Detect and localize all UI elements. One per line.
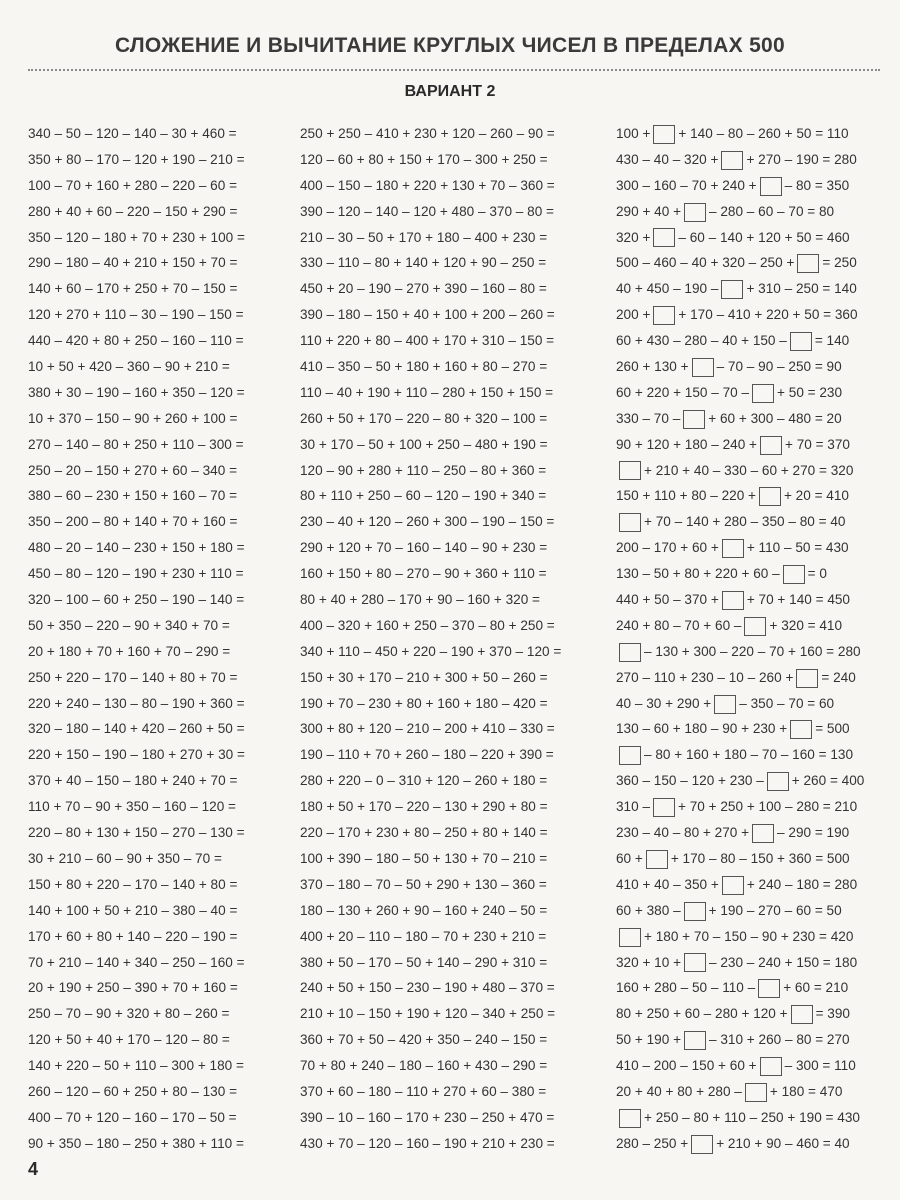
missing-number-row bbox=[616, 639, 884, 665]
expression-row: 250 + 220 – 170 – 140 + 80 + 70 = bbox=[28, 669, 238, 685]
expression-left: 410 + 40 – 350 + bbox=[616, 876, 719, 892]
expression-row: 280 + 220 – 0 – 310 + 120 – 260 + 180 = bbox=[300, 773, 548, 789]
missing-number-row bbox=[616, 1001, 884, 1027]
expression-right: – 230 – 240 + 150 = 180 bbox=[709, 954, 858, 970]
missing-number-row bbox=[616, 121, 884, 147]
expression-left: 230 – 40 – 80 + 270 + bbox=[616, 825, 750, 841]
missing-number-row bbox=[616, 250, 884, 276]
answer-box[interactable] bbox=[721, 280, 743, 299]
expression-row: 150 + 30 + 170 – 210 + 300 + 50 – 260 = bbox=[300, 669, 548, 685]
expression-left: 130 – 50 + 80 + 220 + 60 – bbox=[616, 566, 780, 582]
variant-heading: ВАРИАНТ 2 bbox=[404, 83, 496, 100]
expression-row: 220 – 170 + 230 + 80 – 250 + 80 + 140 = bbox=[300, 825, 548, 841]
expression-left: 310 – bbox=[616, 799, 651, 815]
expression-right: – 130 + 300 – 220 – 70 + 160 = 280 bbox=[644, 643, 861, 659]
missing-number-row bbox=[616, 535, 884, 561]
answer-box[interactable] bbox=[790, 332, 812, 351]
missing-number-row bbox=[616, 147, 884, 173]
expression-row: 390 – 120 – 140 – 120 + 480 – 370 – 80 = bbox=[300, 203, 554, 219]
answer-box[interactable] bbox=[619, 643, 641, 662]
expression-row: 400 – 70 + 120 – 160 – 170 – 50 = bbox=[28, 1109, 237, 1125]
answer-box[interactable] bbox=[760, 1057, 782, 1076]
expression-row: 320 – 180 – 140 + 420 – 260 + 50 = bbox=[28, 721, 245, 737]
expression-right: + 140 – 80 – 260 + 50 = 110 bbox=[678, 126, 849, 141]
expression-right: = 0 bbox=[807, 566, 827, 582]
expression-left: 50 + 190 + bbox=[616, 1032, 682, 1048]
expression-right: + 70 + 140 = 450 bbox=[746, 592, 850, 608]
missing-number-row bbox=[616, 458, 884, 484]
expression-row: 440 – 420 + 80 + 250 – 160 – 110 = bbox=[28, 333, 244, 349]
expression-row: 150 + 80 + 220 – 170 – 140 + 80 = bbox=[28, 876, 238, 892]
expression-right: + 110 – 50 = 430 bbox=[746, 540, 849, 556]
expression-row: 260 – 120 – 60 + 250 + 80 – 130 = bbox=[28, 1083, 238, 1099]
expression-row: 160 + 150 + 80 – 270 – 90 + 360 + 110 = bbox=[300, 566, 547, 582]
expression-row: 80 + 40 + 280 – 170 + 90 – 160 + 320 = bbox=[300, 592, 540, 608]
expression-row: 190 – 110 + 70 + 260 – 180 – 220 + 390 = bbox=[300, 747, 554, 763]
expression-row: 480 – 20 – 140 – 230 + 150 + 180 = bbox=[28, 540, 245, 556]
answer-box[interactable] bbox=[619, 513, 641, 532]
expression-left: 410 – 200 – 150 + 60 + bbox=[616, 1058, 757, 1074]
missing-number-row bbox=[616, 1131, 884, 1157]
expression-row: 190 + 70 – 230 + 80 + 160 + 180 – 420 = bbox=[300, 695, 548, 711]
answer-box[interactable] bbox=[752, 824, 774, 843]
expression-row: 120 – 90 + 280 + 110 – 250 – 80 + 360 = bbox=[300, 462, 547, 478]
expression-row: 10 + 370 – 150 – 90 + 260 + 100 = bbox=[28, 410, 238, 426]
expression-row: 330 – 110 – 80 + 140 + 120 + 90 – 250 = bbox=[300, 255, 547, 271]
expression-left: 100 + bbox=[616, 126, 651, 141]
expression-row: 120 + 50 + 40 + 170 – 120 – 80 = bbox=[28, 1032, 230, 1048]
answer-box[interactable] bbox=[684, 953, 706, 972]
expression-left: 80 + 250 + 60 – 280 + 120 + bbox=[616, 1006, 788, 1022]
expression-right: + 70 – 140 + 280 – 350 – 80 = 40 bbox=[644, 514, 846, 530]
expression-row: 80 + 110 + 250 – 60 – 120 – 190 + 340 = bbox=[300, 488, 547, 504]
expression-left: 430 – 40 – 320 + bbox=[616, 151, 719, 167]
expression-row: 50 + 350 – 220 – 90 + 340 + 70 = bbox=[28, 617, 230, 633]
answer-box[interactable] bbox=[653, 125, 675, 144]
answer-box[interactable] bbox=[721, 151, 743, 170]
expression-left: 360 – 150 – 120 + 230 – bbox=[616, 773, 764, 789]
expression-right: – 80 = 350 bbox=[784, 177, 850, 193]
expression-row: 220 – 80 + 130 + 150 – 270 – 130 = bbox=[28, 825, 245, 841]
expression-row: 380 – 60 – 230 + 150 + 160 – 70 = bbox=[28, 488, 238, 504]
expression-left: 500 – 460 – 40 + 320 – 250 + bbox=[616, 255, 795, 271]
answer-box[interactable] bbox=[691, 1135, 713, 1154]
expression-row: 340 + 110 – 450 + 220 – 190 + 370 – 120 = bbox=[300, 643, 562, 659]
expression-right: – 300 = 110 bbox=[784, 1058, 856, 1074]
answer-box[interactable] bbox=[714, 695, 736, 714]
expression-row: 380 + 50 – 170 – 50 + 140 – 290 + 310 = bbox=[300, 954, 548, 970]
expression-right: – 290 = 190 bbox=[777, 825, 850, 841]
expression-right: – 70 – 90 – 250 = 90 bbox=[716, 359, 842, 375]
expression-right: + 270 – 190 = 280 bbox=[746, 151, 857, 167]
expression-right: + 190 – 270 – 60 = 50 bbox=[708, 902, 842, 918]
expression-row: 400 + 20 – 110 – 180 – 70 + 230 + 210 = bbox=[300, 928, 547, 944]
expression-left: 60 + 220 + 150 – 70 – bbox=[616, 384, 750, 400]
missing-number-row bbox=[616, 794, 884, 820]
expression-row: 250 – 70 – 90 + 320 + 80 – 260 = bbox=[28, 1006, 230, 1022]
answer-box[interactable] bbox=[653, 798, 675, 817]
missing-number-row bbox=[616, 716, 884, 742]
answer-box[interactable] bbox=[759, 487, 781, 506]
expression-left: 260 + 130 + bbox=[616, 359, 689, 375]
expression-row: 350 + 80 – 170 – 120 + 190 – 210 = bbox=[28, 151, 245, 167]
missing-number-row bbox=[616, 742, 884, 768]
expression-row: 350 – 120 – 180 + 70 + 230 + 100 = bbox=[28, 229, 245, 245]
expression-right: + 180 = 470 bbox=[769, 1083, 843, 1099]
column-1 bbox=[28, 121, 293, 1157]
answer-box[interactable] bbox=[683, 410, 705, 429]
expression-left: 320 + 10 + bbox=[616, 954, 682, 970]
expression-left: 280 – 250 + bbox=[616, 1135, 689, 1151]
expression-row: 230 – 40 + 120 – 260 + 300 – 190 – 150 = bbox=[300, 514, 555, 530]
missing-number-row bbox=[616, 820, 884, 846]
expression-row: 250 – 20 – 150 + 270 + 60 – 340 = bbox=[28, 462, 238, 478]
expression-left: 40 – 30 + 290 + bbox=[616, 695, 712, 711]
expression-left: 60 + 430 – 280 – 40 + 150 – bbox=[616, 333, 787, 349]
expression-row: 70 + 210 – 140 + 340 – 250 – 160 = bbox=[28, 954, 245, 970]
expression-row: 100 + 390 – 180 – 50 + 130 + 70 – 210 = bbox=[300, 850, 548, 866]
missing-number-row bbox=[616, 898, 884, 924]
answer-box[interactable] bbox=[646, 850, 668, 869]
expression-row: 410 – 350 – 50 + 180 + 160 + 80 – 270 = bbox=[300, 359, 548, 375]
expression-right: – 280 – 60 – 70 = 80 bbox=[709, 203, 835, 219]
expression-row: 120 – 60 + 80 + 150 + 170 – 300 + 250 = bbox=[300, 151, 548, 167]
expression-left: 290 + 40 + bbox=[616, 203, 682, 219]
answer-box[interactable] bbox=[653, 228, 675, 247]
expression-row: 390 – 180 – 150 + 40 + 100 + 200 – 260 = bbox=[300, 307, 555, 323]
expression-row: 180 – 130 + 260 + 90 – 160 + 240 – 50 = bbox=[300, 902, 548, 918]
answer-box[interactable] bbox=[790, 720, 812, 739]
expression-row: 290 + 120 + 70 – 160 – 140 – 90 + 230 = bbox=[300, 540, 548, 556]
expression-row: 110 + 70 – 90 + 350 – 160 – 120 = bbox=[28, 799, 236, 815]
missing-number-row bbox=[616, 302, 884, 328]
missing-number-row bbox=[616, 328, 884, 354]
answer-box[interactable] bbox=[791, 1005, 813, 1024]
expression-row: 240 + 50 + 150 – 230 – 190 + 480 – 370 = bbox=[300, 980, 555, 996]
missing-number-row bbox=[616, 276, 884, 302]
expression-right: + 170 – 80 – 150 + 360 = 500 bbox=[670, 850, 850, 866]
column-3 bbox=[616, 121, 884, 1157]
expression-row: 30 + 170 – 50 + 100 + 250 – 480 + 190 = bbox=[300, 436, 548, 452]
missing-number-row bbox=[616, 872, 884, 898]
expression-row: 380 + 30 – 190 – 160 + 350 – 120 = bbox=[28, 384, 245, 400]
answer-box[interactable] bbox=[744, 617, 766, 636]
expression-row: 400 – 320 + 160 + 250 – 370 – 80 + 250 = bbox=[300, 617, 555, 633]
expression-row: 170 + 60 + 80 + 140 – 220 – 190 = bbox=[28, 928, 238, 944]
expression-right: + 170 – 410 + 220 + 50 = 360 bbox=[678, 307, 858, 323]
expression-row: 140 + 60 – 170 + 250 + 70 – 150 = bbox=[28, 281, 238, 297]
expression-right: + 180 + 70 – 150 – 90 + 230 = 420 bbox=[644, 928, 854, 944]
expression-right: + 70 = 370 bbox=[784, 436, 850, 452]
answer-box[interactable] bbox=[722, 591, 744, 610]
expression-right: = 390 bbox=[815, 1006, 850, 1022]
missing-number-row bbox=[616, 975, 884, 1001]
expression-right: = 140 bbox=[814, 333, 850, 349]
expression-left: 440 + 50 – 370 + bbox=[616, 592, 719, 608]
expression-row: 110 + 220 + 80 – 400 + 170 + 310 – 150 = bbox=[300, 333, 555, 349]
expression-row: 370 + 60 – 180 – 110 + 270 + 60 – 380 = bbox=[300, 1083, 547, 1099]
expression-left: 150 + 110 + 80 – 220 + bbox=[616, 488, 756, 504]
answer-box[interactable] bbox=[722, 539, 744, 558]
expression-right: – 350 – 70 = 60 bbox=[739, 695, 835, 711]
answer-box[interactable] bbox=[619, 1109, 641, 1128]
answer-box[interactable] bbox=[760, 177, 782, 196]
expression-row: 120 + 270 + 110 – 30 – 190 – 150 = bbox=[28, 307, 244, 323]
answer-box[interactable] bbox=[692, 358, 714, 377]
expression-row: 370 + 40 – 150 – 180 + 240 + 70 = bbox=[28, 773, 238, 789]
expression-row: 220 + 240 – 130 – 80 – 190 + 360 = bbox=[28, 695, 245, 711]
expression-row: 90 + 350 – 180 – 250 + 380 + 110 = bbox=[28, 1135, 244, 1151]
missing-number-row bbox=[616, 665, 884, 691]
expression-row: 10 + 50 + 420 – 360 – 90 + 210 = bbox=[28, 359, 230, 375]
missing-number-row bbox=[616, 1105, 884, 1131]
expression-right: + 320 = 410 bbox=[769, 617, 843, 633]
expression-right: – 310 + 260 – 80 = 270 bbox=[709, 1032, 850, 1048]
expression-left: 40 + 450 – 190 – bbox=[616, 281, 719, 297]
expression-row: 260 + 50 + 170 – 220 – 80 + 320 – 100 = bbox=[300, 410, 548, 426]
missing-number-row bbox=[616, 613, 884, 639]
expression-row: 20 + 190 + 250 – 390 + 70 + 160 = bbox=[28, 980, 238, 996]
expression-left: 90 + 120 + 180 – 240 + bbox=[616, 436, 757, 452]
expression-right: + 240 – 180 = 280 bbox=[746, 876, 858, 892]
missing-number-row bbox=[616, 1079, 884, 1105]
answer-box[interactable] bbox=[760, 436, 782, 455]
expression-row: 450 + 20 – 190 – 270 + 390 – 160 – 80 = bbox=[300, 281, 547, 297]
expression-left: 320 + bbox=[616, 229, 651, 245]
expression-left: 130 – 60 + 180 – 90 + 230 + bbox=[616, 721, 788, 737]
answer-box[interactable] bbox=[619, 461, 641, 480]
expression-row: 370 – 180 – 70 – 50 + 290 + 130 – 360 = bbox=[300, 876, 547, 892]
expression-row: 100 – 70 + 160 + 280 – 220 – 60 = bbox=[28, 177, 238, 193]
dotted-divider bbox=[28, 69, 880, 71]
missing-number-row bbox=[616, 950, 884, 976]
missing-number-row bbox=[616, 691, 884, 717]
answer-box[interactable] bbox=[619, 928, 641, 947]
missing-number-row bbox=[616, 432, 884, 458]
answer-box[interactable] bbox=[783, 565, 805, 584]
column-2 bbox=[300, 121, 600, 1157]
expression-row: 210 + 10 – 150 + 190 + 120 – 340 + 250 = bbox=[300, 1006, 556, 1022]
expression-row: 340 – 50 – 120 – 140 – 30 + 460 = bbox=[28, 126, 237, 141]
expression-right: + 50 = 230 bbox=[777, 384, 843, 400]
missing-number-row bbox=[616, 354, 884, 380]
answer-box[interactable] bbox=[653, 306, 675, 325]
expression-left: 60 + 380 – bbox=[616, 902, 681, 918]
missing-number-row bbox=[616, 561, 884, 587]
expression-row: 270 – 140 – 80 + 250 + 110 – 300 = bbox=[28, 436, 244, 452]
expression-right: + 60 + 300 – 480 = 20 bbox=[708, 410, 842, 426]
missing-number-row bbox=[616, 1053, 884, 1079]
expression-row: 250 + 250 – 410 + 230 + 120 – 260 – 90 = bbox=[300, 126, 555, 141]
expression-right: + 20 = 410 bbox=[783, 488, 849, 504]
expression-right: – 80 + 160 + 180 – 70 – 160 = 130 bbox=[644, 747, 854, 763]
answer-box[interactable] bbox=[619, 746, 641, 765]
expression-row: 140 + 220 – 50 + 110 – 300 + 180 = bbox=[28, 1058, 244, 1074]
expression-left: 60 + bbox=[616, 850, 643, 866]
expression-left: 160 + 280 – 50 – 110 – bbox=[616, 980, 756, 996]
expression-right: + 250 – 80 + 110 – 250 + 190 = 430 bbox=[644, 1109, 860, 1125]
missing-number-row bbox=[616, 768, 884, 794]
expression-row: 320 – 100 – 60 + 250 – 190 – 140 = bbox=[28, 592, 245, 608]
expression-left: 200 + bbox=[616, 307, 651, 323]
expression-row: 400 – 150 – 180 + 220 + 130 + 70 – 360 = bbox=[300, 177, 555, 193]
expression-left: 330 – 70 – bbox=[616, 410, 681, 426]
missing-number-row bbox=[616, 225, 884, 251]
expression-row: 220 + 150 – 190 – 180 + 270 + 30 = bbox=[28, 747, 245, 763]
expression-row: 180 + 50 + 170 – 220 – 130 + 290 + 80 = bbox=[300, 799, 548, 815]
expression-right: + 210 + 90 – 460 = 40 bbox=[716, 1135, 850, 1151]
answer-box[interactable] bbox=[758, 979, 780, 998]
expression-row: 450 – 80 – 120 – 190 + 230 + 110 = bbox=[28, 566, 244, 582]
expression-row: 20 + 180 + 70 + 160 + 70 – 290 = bbox=[28, 643, 231, 659]
page-title: СЛОЖЕНИЕ И ВЫЧИТАНИЕ КРУГЛЫХ ЧИСЕЛ В ПРЕДЕЛАХ 500 bbox=[114, 34, 786, 57]
missing-number-row bbox=[616, 199, 884, 225]
answer-box[interactable] bbox=[796, 669, 818, 688]
expression-row: 30 + 210 – 60 – 90 + 350 – 70 = bbox=[28, 850, 222, 866]
expression-row: 140 + 100 + 50 + 210 – 380 – 40 = bbox=[28, 902, 238, 918]
missing-number-row bbox=[616, 380, 884, 406]
missing-number-row bbox=[616, 406, 884, 432]
expression-row: 360 + 70 + 50 – 420 + 350 – 240 – 150 = bbox=[300, 1032, 548, 1048]
expression-row: 70 + 80 + 240 – 180 – 160 + 430 – 290 = bbox=[300, 1058, 548, 1074]
expression-row: 110 – 40 + 190 + 110 – 280 + 150 + 150 = bbox=[300, 384, 554, 400]
answer-box[interactable] bbox=[684, 203, 706, 222]
expression-row: 430 + 70 – 120 – 160 – 190 + 210 + 230 = bbox=[300, 1135, 555, 1151]
answer-box[interactable] bbox=[767, 772, 789, 791]
answer-box[interactable] bbox=[797, 254, 819, 273]
missing-number-row bbox=[616, 924, 884, 950]
answer-box[interactable] bbox=[752, 384, 774, 403]
expression-right: + 210 + 40 – 330 – 60 + 270 = 320 bbox=[644, 462, 854, 478]
expression-row: 300 + 80 + 120 – 210 – 200 + 410 – 330 = bbox=[300, 721, 555, 737]
expression-right: – 60 – 140 + 120 + 50 = 460 bbox=[678, 229, 850, 245]
expression-row: 210 – 30 – 50 + 170 + 180 – 400 + 230 = bbox=[300, 229, 548, 245]
expression-left: 300 – 160 – 70 + 240 + bbox=[616, 177, 757, 193]
answer-box[interactable] bbox=[745, 1083, 767, 1102]
missing-number-row bbox=[616, 1027, 884, 1053]
missing-number-row bbox=[616, 483, 884, 509]
answer-box[interactable] bbox=[684, 902, 706, 921]
missing-number-row bbox=[616, 173, 884, 199]
expression-right: = 500 bbox=[815, 721, 850, 737]
expression-right: + 60 = 210 bbox=[783, 980, 849, 996]
missing-number-row bbox=[616, 846, 884, 872]
expression-row: 350 – 200 – 80 + 140 + 70 + 160 = bbox=[28, 514, 238, 530]
expression-left: 270 – 110 + 230 – 10 – 260 + bbox=[616, 669, 794, 685]
missing-number-row bbox=[616, 587, 884, 613]
expression-left: 200 – 170 + 60 + bbox=[616, 540, 719, 556]
answer-box[interactable] bbox=[722, 876, 744, 895]
missing-number-row bbox=[616, 509, 884, 535]
expression-row: 290 – 180 – 40 + 210 + 150 + 70 = bbox=[28, 255, 238, 271]
page-number: 4 bbox=[28, 1159, 39, 1179]
expression-right: + 70 + 250 + 100 – 280 = 210 bbox=[678, 799, 858, 815]
expression-right: = 240 bbox=[821, 669, 856, 685]
expression-left: 20 + 40 + 80 + 280 – bbox=[616, 1083, 742, 1099]
answer-box[interactable] bbox=[684, 1031, 706, 1050]
expression-row: 390 – 10 – 160 – 170 + 230 – 250 + 470 = bbox=[300, 1109, 555, 1125]
expression-row: 280 + 40 + 60 – 220 – 150 + 290 = bbox=[28, 203, 238, 219]
expression-left: 240 + 80 – 70 + 60 – bbox=[616, 617, 742, 633]
expression-right: + 310 – 250 = 140 bbox=[746, 281, 857, 297]
expression-right: + 260 = 400 bbox=[791, 773, 865, 789]
expression-right: = 250 bbox=[822, 255, 857, 271]
